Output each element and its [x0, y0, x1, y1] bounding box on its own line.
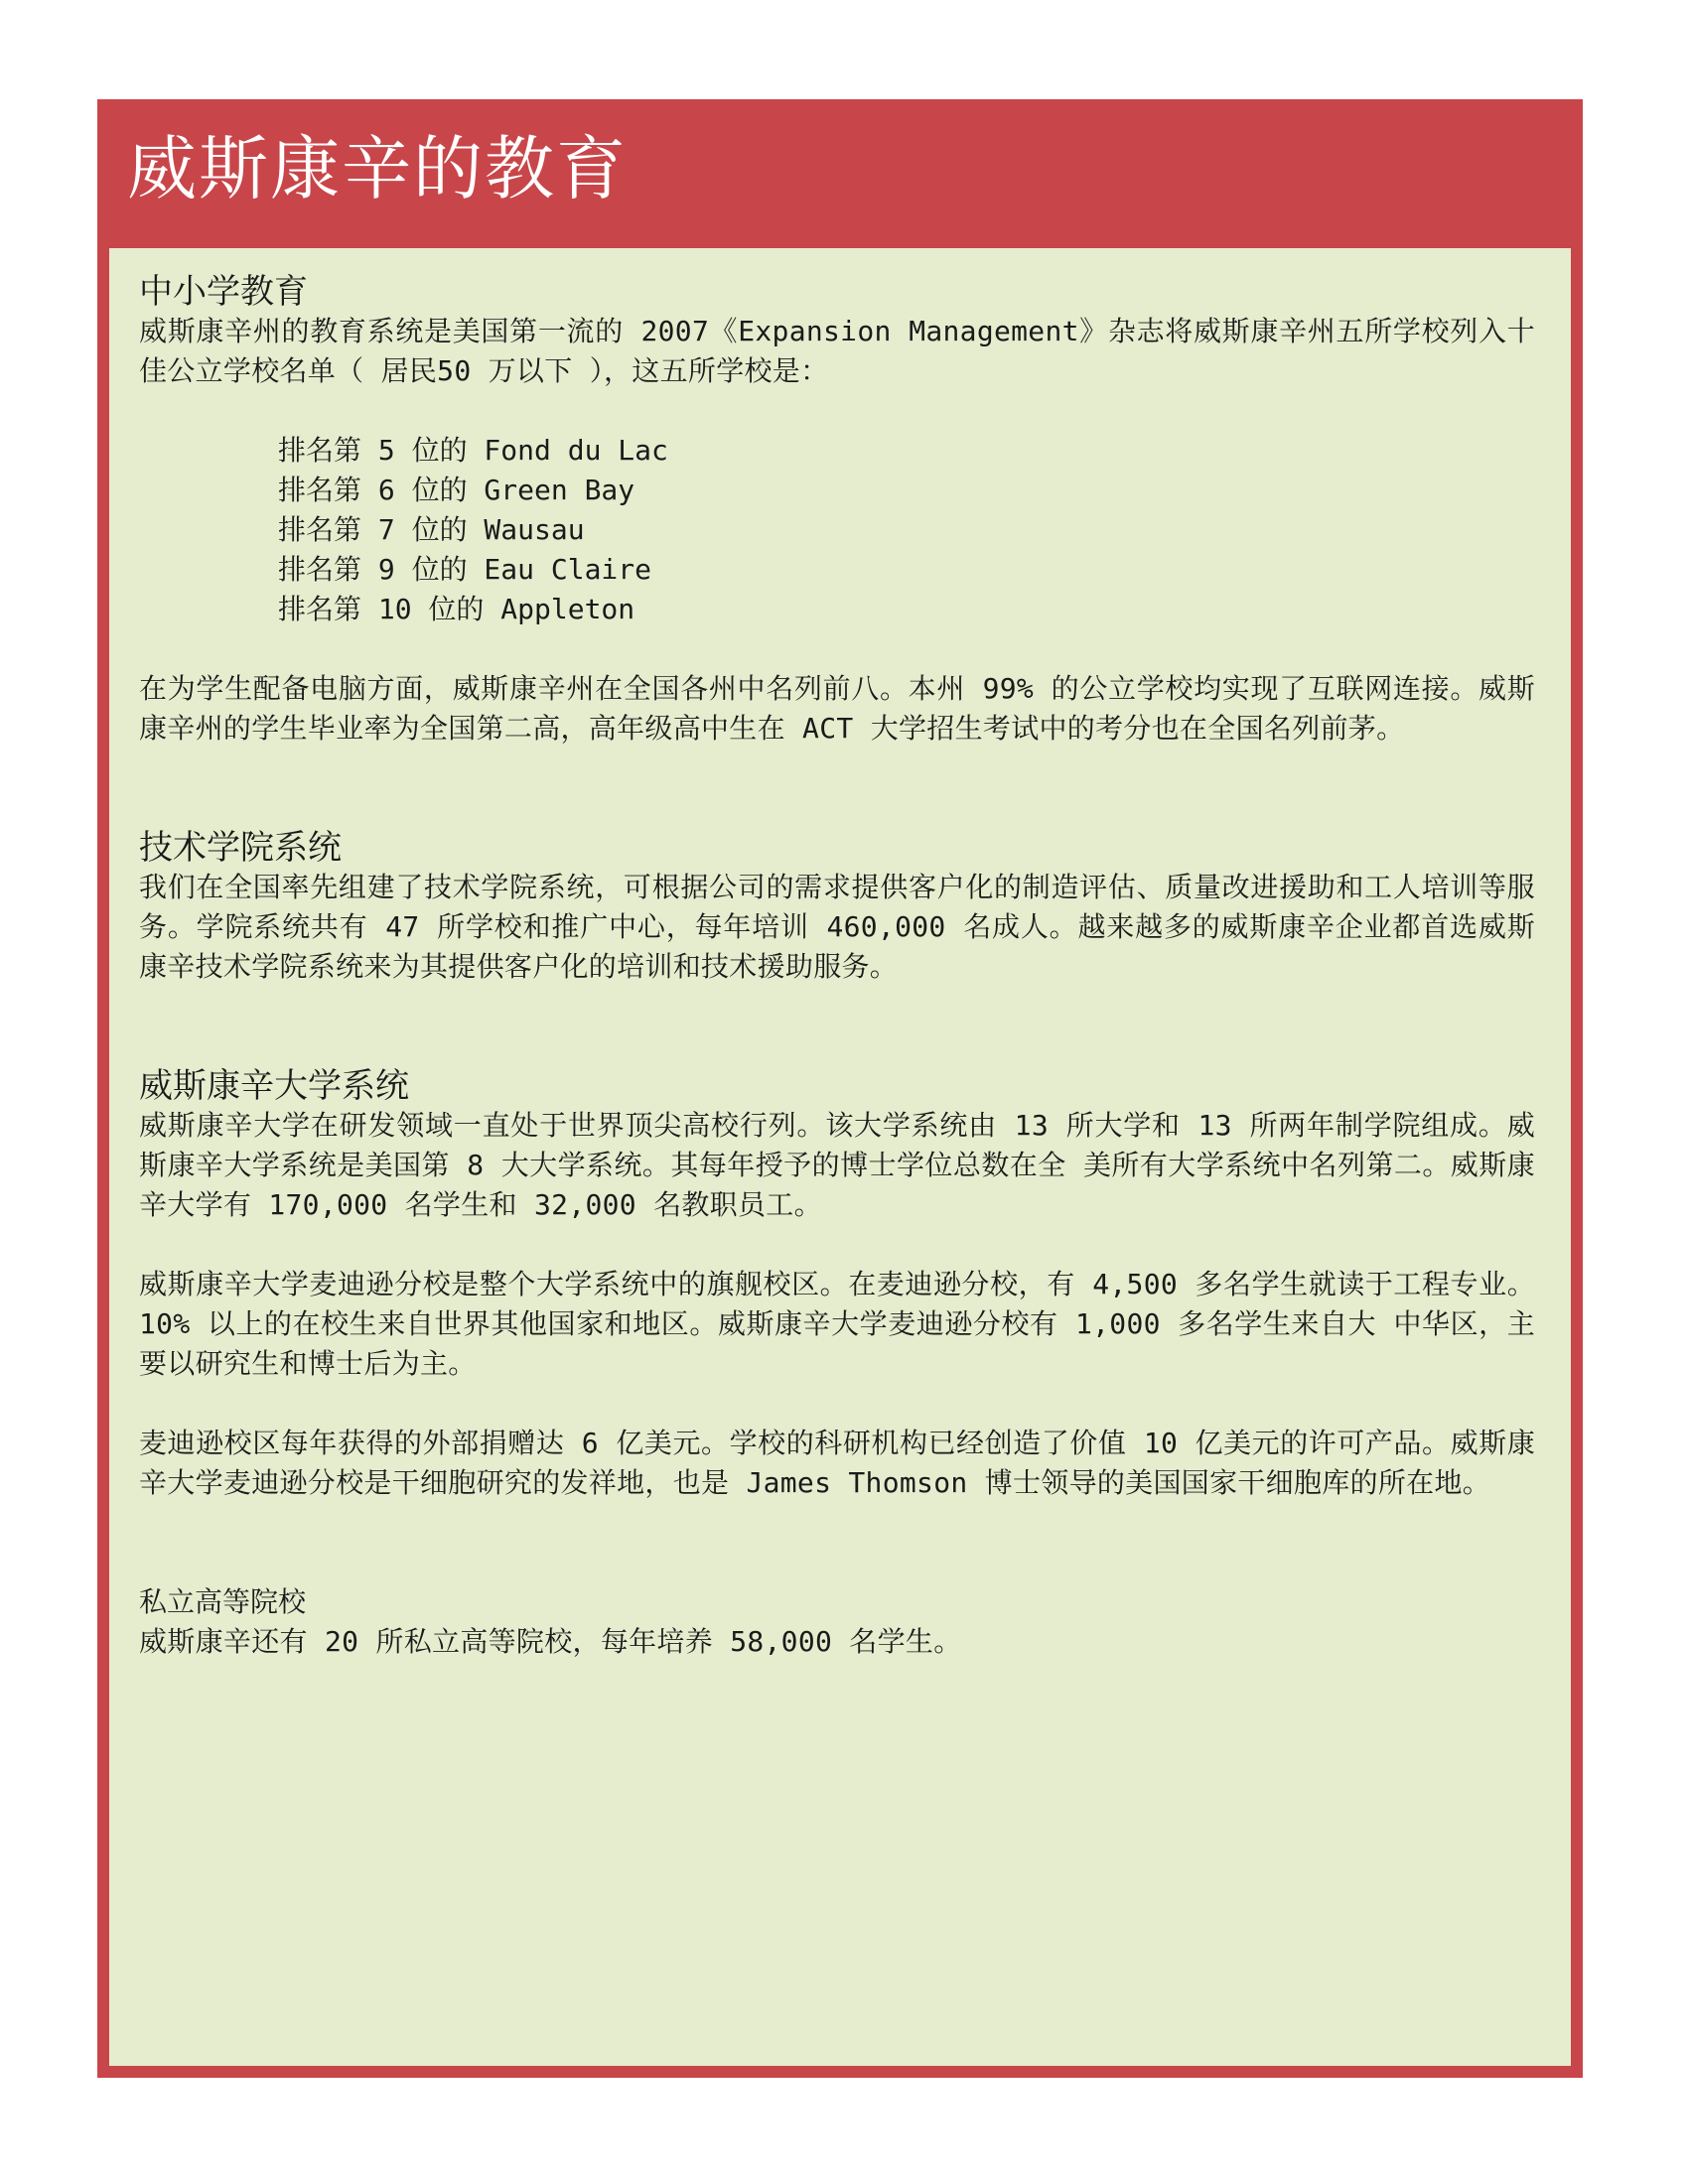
university-section	[139, 1066, 1535, 1503]
content-panel	[109, 248, 1571, 2066]
spacer	[139, 1225, 1535, 1265]
school-ranking-list	[278, 431, 1535, 629]
page-frame	[97, 99, 1583, 2078]
university-paragraph-2: 威斯康辛大学麦迪逊分校是整个大学系统中的旗舰校区。在麦迪逊分校，有 4,500 多名学生就读于工程专业。10% 以上的在校生来自世界其他国家和地区。威斯康辛大学麦迪逊分校有 1,000 多名学生来自大 中华区，主要以研究生和博士后为主。	[139, 1268, 1535, 1380]
spacer	[139, 749, 1535, 828]
page-title: 威斯康辛的教育	[127, 128, 628, 209]
k12-paragraph: 在为学生配备电脑方面，威斯康辛州在全国各州中名列前八。本州 99% 的公立学校均实现了互联网连接。威斯康辛州的学生毕业率为全国第二高，高年级高中生在 ACT 大学招生考试中的考分也在全国名列前茅。	[139, 672, 1535, 745]
ranking-item: 排名第 10 位的 Appleton	[278, 593, 635, 625]
ranking-item: 排名第 6 位的 Green Bay	[278, 474, 635, 506]
k12-intro: 威斯康辛州的教育系统是美国第一流的 2007《Expansion Management》杂志将威斯康辛州五所学校列入十佳公立学校名单（ 居民50 万以下 ），这五所学校是：	[139, 315, 1535, 387]
university-paragraph-3: 麦迪逊校区每年获得的外部捐赠达 6 亿美元。学校的科研机构已经创造了价值 10 亿美元的许可产品。威斯康辛大学麦迪逊分校是干细胞研究的发祥地，也是 James Thomson 博士领导的美国国家干细胞库的所在地。	[139, 1427, 1535, 1499]
spacer	[139, 987, 1535, 1066]
university-heading: 威斯康辛大学系统	[139, 1066, 409, 1106]
technical-heading: 技术学院系统	[139, 828, 342, 868]
ranking-item: 排名第 5 位的 Fond du Lac	[278, 434, 668, 467]
ranking-item: 排名第 7 位的 Wausau	[278, 513, 585, 546]
university-paragraph-1: 威斯康辛大学在研发领域一直处于世界顶尖高校行列。该大学系统由 13 所大学和 13 所两年制学院组成。威斯康辛大学系统是美国第 8 大大学系统。其每年授予的博士学位总数在全 美所有大学系统中名列第二。威斯康辛大学有 170,000 名学生和 32,000 名教职员工。	[139, 1109, 1535, 1221]
spacer	[139, 1384, 1535, 1424]
technical-section	[139, 828, 1535, 987]
private-paragraph: 威斯康辛还有 20 所私立高等院校，每年培养 58,000 名学生。	[139, 1625, 962, 1658]
private-section	[139, 1582, 1535, 1662]
title-banner	[97, 99, 1583, 248]
k12-section	[139, 272, 1535, 749]
technical-paragraph: 我们在全国率先组建了技术学院系统，可根据公司的需求提供客户化的制造评估、质量改进援助和工人培训等服务。学院系统共有 47 所学校和推广中心，每年培训 460,000 名成人。越来越多的威斯康辛企业都首选威斯康辛技术学院系统来为其提供客户化的培训和技术援助服务。	[139, 871, 1535, 983]
k12-heading: 中小学教育	[139, 272, 308, 312]
private-heading: 私立高等院校	[139, 1585, 307, 1618]
ranking-item: 排名第 9 位的 Eau Claire	[278, 553, 652, 586]
spacer	[139, 1503, 1535, 1582]
